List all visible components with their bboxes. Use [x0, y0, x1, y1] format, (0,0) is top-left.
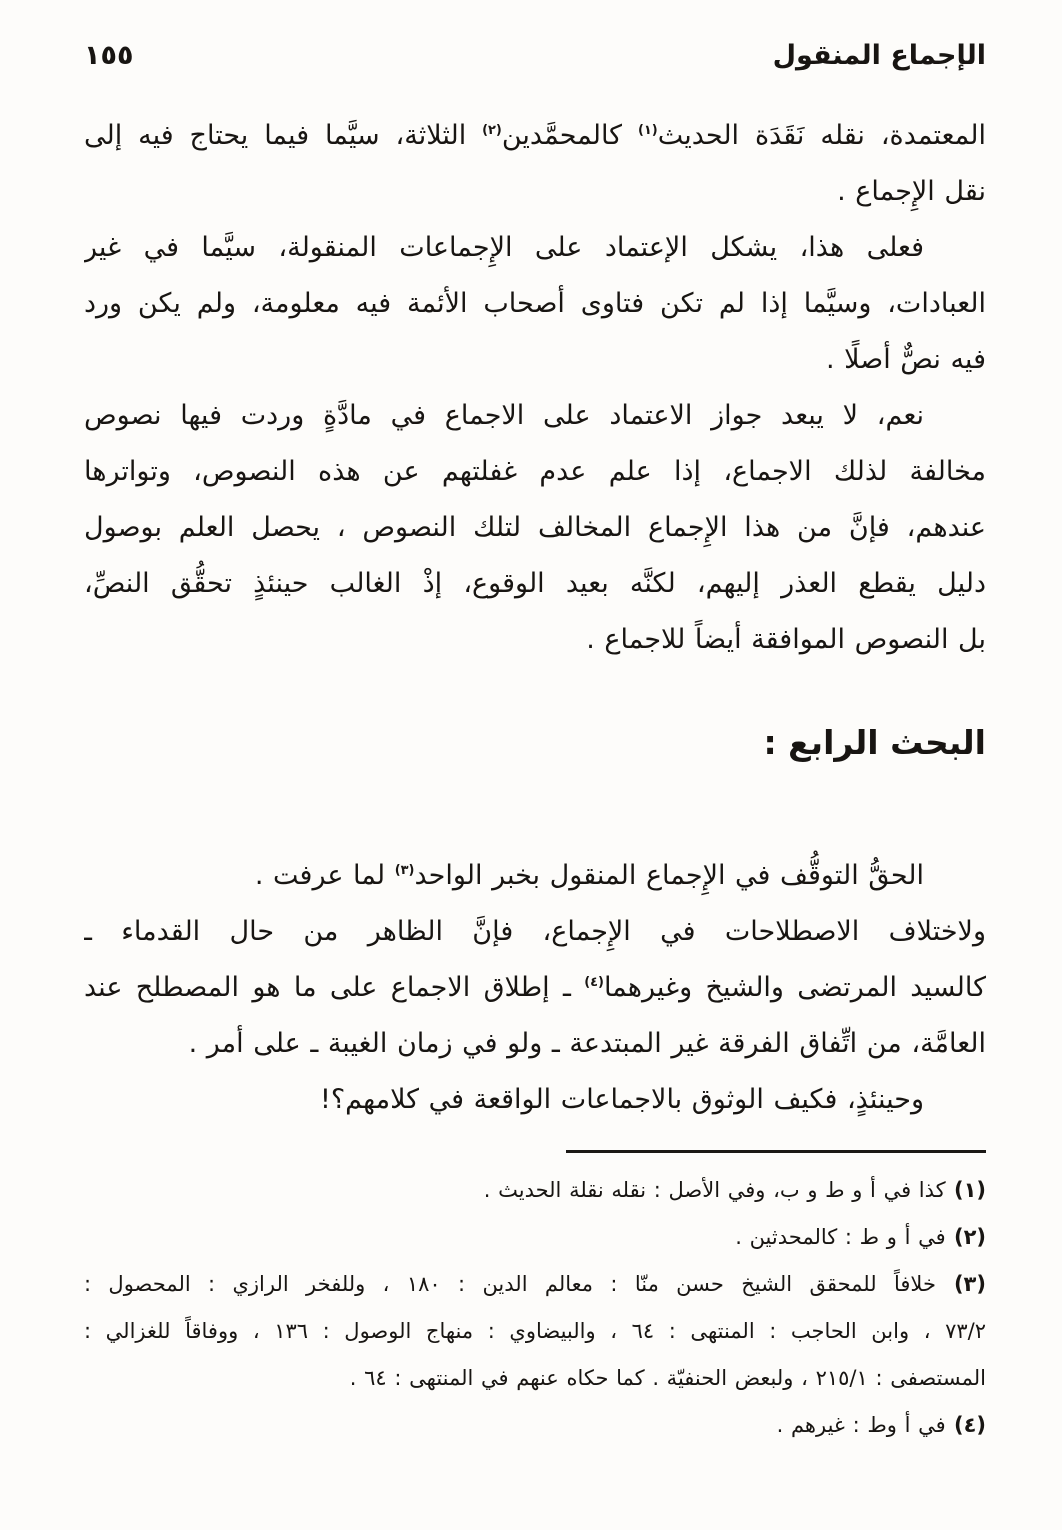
text-run: لما عرفت .	[254, 860, 395, 891]
text-line	[84, 904, 986, 960]
text-line	[84, 1402, 986, 1449]
text-run: في أ وط : غيرهم .	[776, 1413, 946, 1437]
text-line	[84, 1072, 986, 1128]
text-run: العامَّة، من اتِّفاق الفرقة غير المبتدعة ـ ولو في زمان الغيبة ـ على أمر .	[188, 1028, 986, 1059]
footnotes-section	[84, 1150, 986, 1449]
text-run: بل النصوص الموافقة أيضاً للاجماع .	[586, 624, 986, 655]
body-paragraph	[84, 220, 986, 388]
text-run: مخالفة لذلك الاجماع، إذا علم عدم غفلتهم عن هذه النصوص، وتواترها	[84, 456, 986, 487]
footnote-reference: (٣)	[394, 863, 415, 878]
text-line	[84, 1016, 986, 1072]
text-run: ٧٣/٢ ، وابن الحاجب : المنتهى : ٦٤ ، والبيضاوي : منهاج الوصول : ١٣٦ ، ووفاقاً للغزالي :	[84, 1319, 986, 1343]
text-run: المستصفى : ٢١٥/١ ، ولبعض الحنفيّة . كما حكاه عنهم في المنتهى : ٦٤ .	[349, 1366, 986, 1390]
text-line	[84, 1355, 986, 1402]
text-run: نعم، لا يبعد جواز الاعتماد على الاجماع في مادَّةٍ وردت فيها نصوص	[84, 400, 924, 431]
text-run: نقل الإِجماع .	[837, 176, 986, 207]
footnotes-list	[84, 1167, 986, 1449]
text-run: في أ و ط : كالمحدثين .	[735, 1225, 946, 1249]
footnote-marker: (٤)	[945, 1413, 986, 1437]
footnote-marker: (٢)	[945, 1225, 986, 1249]
text-run: الحقُّ التوقُّف في الإِجماع المنقول بخبر الواحد	[414, 860, 924, 891]
text-run: فيه نصٌّ أصلًا .	[826, 344, 986, 375]
text-line	[84, 444, 986, 500]
footnote-separator	[566, 1150, 986, 1153]
body-paragraph	[84, 108, 986, 220]
footnote	[84, 1402, 986, 1449]
text-line	[84, 1261, 986, 1308]
body-text	[84, 108, 986, 1128]
text-run: فعلى هذا، يشكل الإعتماد على الإِجماعات المنقولة، سيَّما في غير	[84, 232, 924, 263]
text-line	[84, 276, 986, 332]
footnote	[84, 1261, 986, 1402]
text-line	[84, 332, 986, 388]
text-line	[84, 960, 986, 1016]
footnote-reference: (١)	[637, 123, 658, 138]
text-line	[84, 108, 986, 164]
text-run: العبادات، وسيَّما إذا لم تكن فتاوى أصحاب الأئمة فيه معلومة، ولم يكن ورد	[84, 288, 986, 319]
body-paragraph	[84, 904, 986, 1072]
text-run: كالمحمَّدين	[501, 120, 638, 151]
body-paragraph	[84, 388, 986, 668]
footnote	[84, 1214, 986, 1261]
page-header	[84, 40, 986, 84]
text-line	[84, 1308, 986, 1355]
footnote-reference: (٤)	[584, 975, 604, 990]
footnote-marker: (١)	[945, 1178, 986, 1202]
text-run: ولاختلاف الاصطلاحات في الإِجماع، فإنَّ الظاهر من حال القدماء ـ	[84, 916, 986, 947]
page-number: ١٥٥	[84, 40, 134, 71]
text-line	[84, 388, 986, 444]
running-head-title: الإجماع المنقول	[772, 40, 986, 71]
text-line	[84, 1214, 986, 1261]
text-run: الثلاثة، سيَّما فيما يحتاج فيه إلى	[84, 120, 483, 151]
text-run: كالسيد المرتضى والشيخ وغيرهما	[603, 972, 986, 1003]
text-run: كذا في أ و ط و ب، وفي الأصل : نقله نقلة الحديث .	[483, 1178, 946, 1202]
text-line	[84, 500, 986, 556]
text-line	[84, 220, 986, 276]
text-run: عندهم، فإنَّ من هذا الإِجماع المخالف لتلك النصوص ، يحصل العلم بوصول	[84, 512, 986, 543]
text-line	[84, 1167, 986, 1214]
footnote-marker: (٣)	[935, 1272, 986, 1296]
body-paragraph	[84, 1072, 986, 1128]
footnote	[84, 1167, 986, 1214]
footnote-reference: (٢)	[482, 123, 502, 138]
text-run: دليل يقطع العذر إليهم، لكنَّه بعيد الوقوع، إذْ الغالب حينئذٍ تحقُّق النصِّ،	[84, 568, 986, 599]
text-run: خلافاً للمحقق الشيخ حسن منّا : معالم الدين : ١٨٠ ، وللفخر الرازي : المحصول :	[84, 1272, 936, 1296]
text-line	[84, 848, 986, 904]
text-line	[84, 612, 986, 668]
text-run: وحينئذٍ، فكيف الوثوق بالاجماعات الواقعة في كلامهم؟!	[320, 1084, 924, 1115]
text-run: ـ إطلاق الاجماع على ما هو المصطلح عند	[84, 972, 585, 1003]
body-paragraph	[84, 848, 986, 904]
section-heading: البحث الرابع :	[763, 723, 986, 762]
text-line	[84, 556, 986, 612]
text-line	[84, 164, 986, 220]
text-run: المعتمدة، نقله نَقَدَة الحديث	[657, 120, 986, 151]
